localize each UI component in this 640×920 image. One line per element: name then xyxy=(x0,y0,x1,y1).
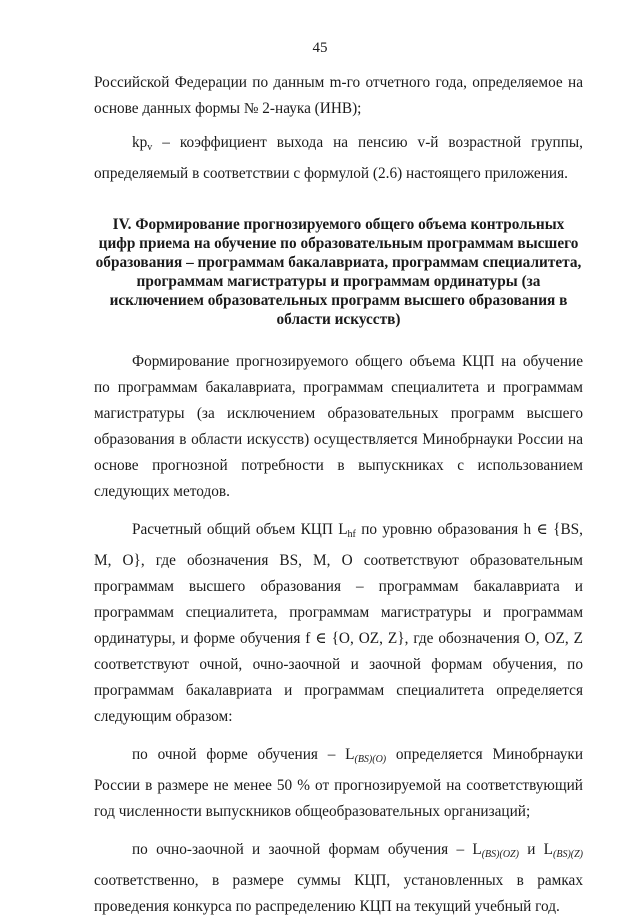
paragraph-kcp-formation: Формирование прогнозируемого общего объема КЦП на обучение по программам бакалавриата, программам специалитета и программам магистратуры (за исключением образовательных программ высшего образования в области искусств) осуществляется Минобрнауки России на основе прогнозной потребности в выпускниках с использованием следующих методов. xyxy=(94,353,583,500)
paragraph-continuation: Российской Федерации по данным m-го отчетного года, определяемое на основе данных формы № 2-наука (ИНВ); xyxy=(94,74,583,117)
l-bs-oz-subscript: (BS)(OZ) xyxy=(481,849,519,860)
kp-symbol: kp xyxy=(132,134,148,151)
page-number: 45 xyxy=(312,40,328,56)
lhf-subscript: hf xyxy=(347,529,356,540)
document-body xyxy=(94,70,583,920)
l-bs-o-subscript: (BS)(O) xyxy=(354,754,387,765)
paragraph-calculated-volume: Расчетный общий объем КЦП $L_{hf}$ по уровню образования h ∈ {BS, M, O}, где обозначения BS, M, O соответствуют образовательным программам высшего образования – программам бакалавриата и программам специалитета, программам магистратуры и программам ординатуры, и форме обучения f ∈ {O, OZ, Z}, где обозначения O, OZ, Z соответствуют очной, очно-заочной и заочной формам обучения, по программам бакалавриата и программам специалитета определяется следующим образом: xyxy=(94,521,583,725)
l-bs-z-subscript: (BS)(Z) xyxy=(553,849,583,860)
kp-subscript: v xyxy=(147,142,153,153)
paragraph-full-time: по очной форме обучения – L(BS)(O) определяется Минобрнауки России в размере не менее 50 % от прогнозируемой на соответствующий год численности выпускников общеобразовательных организаций; xyxy=(94,746,584,820)
paragraph-kp-definition xyxy=(94,130,583,187)
section-heading: IV. Формирование прогнозируемого общего объема контрольных цифр приема на обучение по образовательным программам высшего образования – программам бакалавриата, программам специалитета, программам магистратуры и программам ординатуры (за исключением образовательных программ высшего образования в области искусств) xyxy=(95,216,582,328)
paragraph-part-time: по очно-заочной и заочной формам обучения – L(BS)(OZ) и L(BS)(Z) соответственно, в размере суммы КЦП, установленных в рамках проведения конкурса по распределению КЦП на текущий учебный год. xyxy=(94,841,583,915)
kp-definition-text: – коэффициент выхода на пенсию v-й возрастной группы, определяемый в соответствии с формулой (2.6) настоящего приложения. xyxy=(94,134,583,182)
